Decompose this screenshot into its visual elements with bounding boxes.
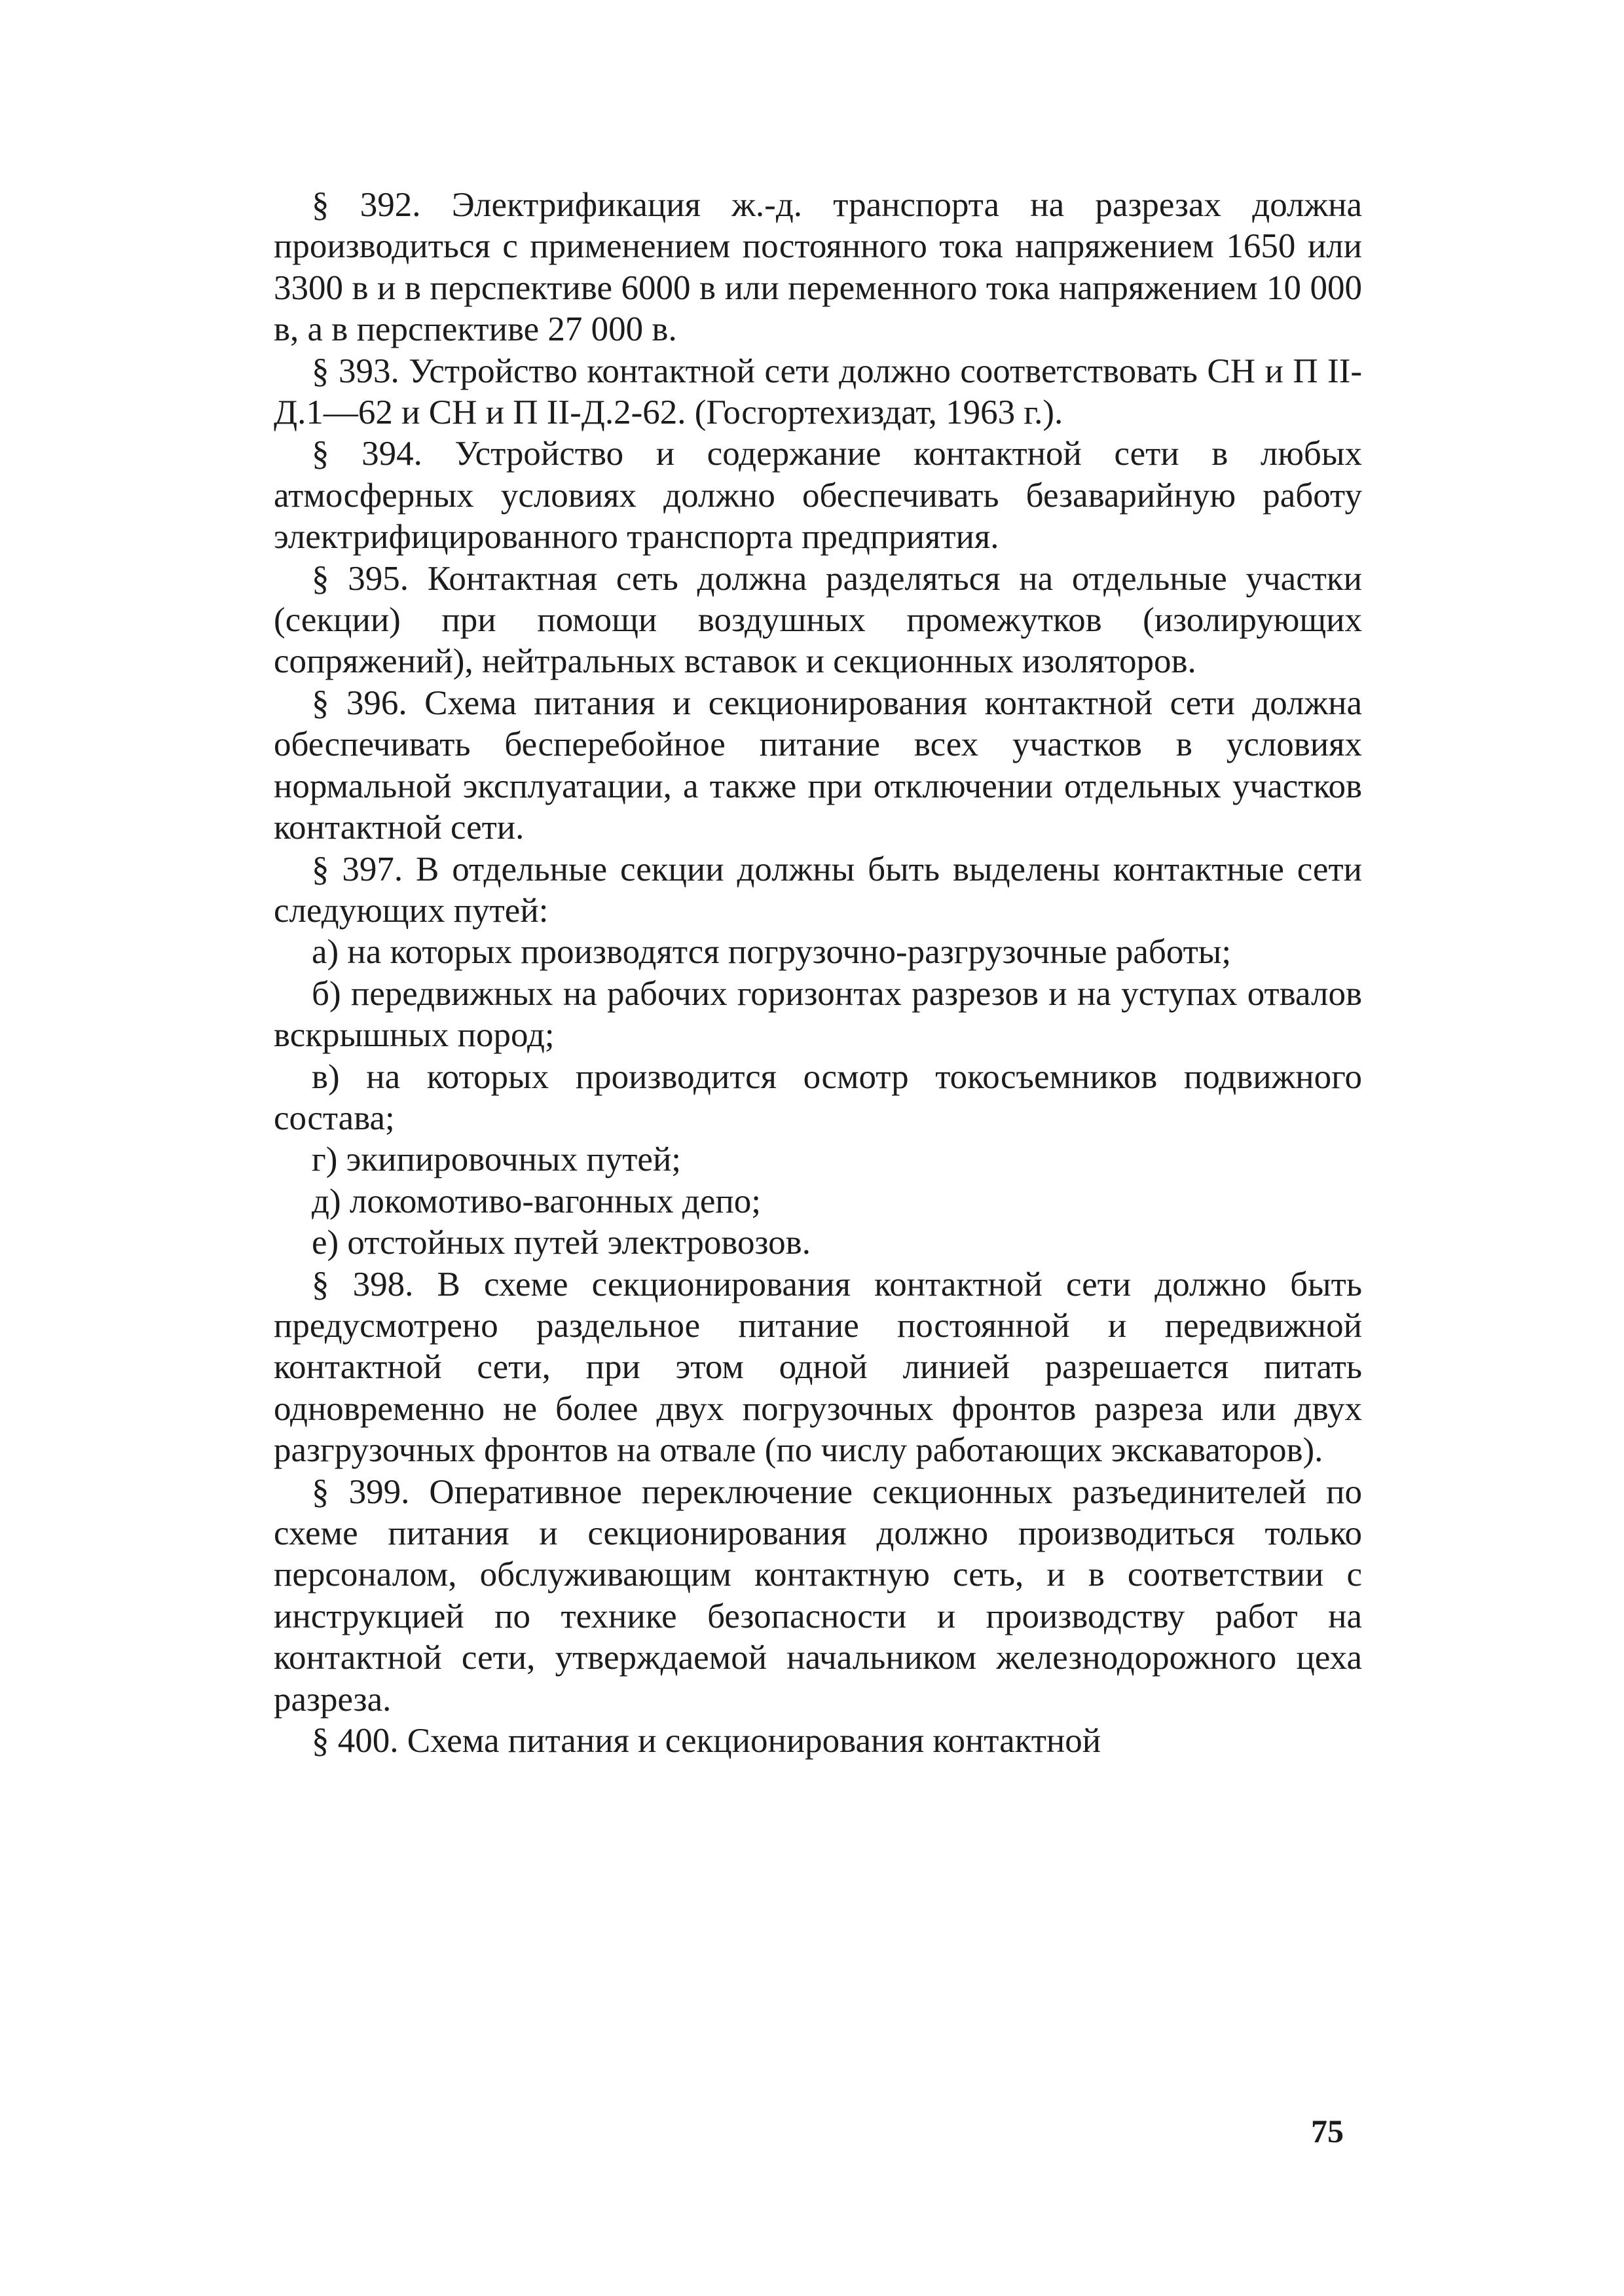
page-number: 75 — [1311, 2113, 1344, 2149]
paragraph-392: § 392. Электрификация ж.-д. транспорта на разрезах должна производиться с применением постоянного тока напряжением 1650 или 3300 в и в перспективе 6000 в или переменного тока напряжением 10 000 в, а в перспективе 27 000 в. — [274, 186, 1362, 349]
list-item-a: а) на которых производятся погрузочно-разгрузочные работы; — [312, 933, 1232, 972]
paragraph-397: § 397. В отдельные секции должны быть выделены контактные сети следующих путей: — [274, 850, 1362, 930]
list-item-d: д) локомотиво-вагонных депо; — [312, 1182, 761, 1220]
list-item-b: б) передвижных на рабочих горизонтах разрезов и на уступах отвалов вскрышных пород; — [274, 974, 1362, 1055]
paragraph-398: § 398. В схеме секционирования контактной сети должно быть предусмотрено раздельное питание постоянной и передвижной контактной сети, при этом одной линией разрешается питать одновременно не более двух погрузочных фронтов разреза или двух разгрузочных фронтов на отвале (по числу работающих экскаваторов). — [274, 1265, 1362, 1470]
paragraph-394: § 394. Устройство и содержание контактной сети в любых атмосферных условиях должно обеспечивать безаварийную работу электрифицированного транспорта предприятия. — [274, 435, 1362, 556]
list-item-v: в) на которых производится осмотр токосъемников подвижного состава; — [274, 1057, 1362, 1137]
paragraph-396: § 396. Схема питания и секционирования контактной сети должна обеспечивать бесперебойное питание всех участков в условиях нормальной эксплуатации, а также при отключении отдельных участков контактной сети. — [274, 683, 1362, 847]
list-item-e: е) отстойных путей электровозов. — [312, 1224, 811, 1262]
paragraph-395: § 395. Контактная сеть должна разделяться на отдельные участки (секции) при помощи воздушных промежутков (изолирующих сопряжений), нейтральных вставок и секционных изоляторов. — [274, 559, 1362, 681]
body-text — [274, 185, 1362, 1762]
paragraph-400: § 400. Схема питания и секционирования контактной — [312, 1722, 1101, 1760]
paragraph-393: § 393. Устройство контактной сети должно соответствовать СН и П II-Д.1—62 и СН и П II-Д.2-62. (Госгортехиздат, 1963 г.). — [274, 352, 1362, 432]
paragraph-399: § 399. Оперативное переключение секционных разъединителей по схеме питания и секционирования должно производиться только персоналом, обслуживающим контактную сеть, и в соответствии с инструкцией по технике безопасности и производству работ на контактной сети, утверждаемой начальником железнодорожного цеха разреза. — [274, 1472, 1362, 1719]
list-item-g: г) экипировочных путей; — [312, 1140, 682, 1179]
